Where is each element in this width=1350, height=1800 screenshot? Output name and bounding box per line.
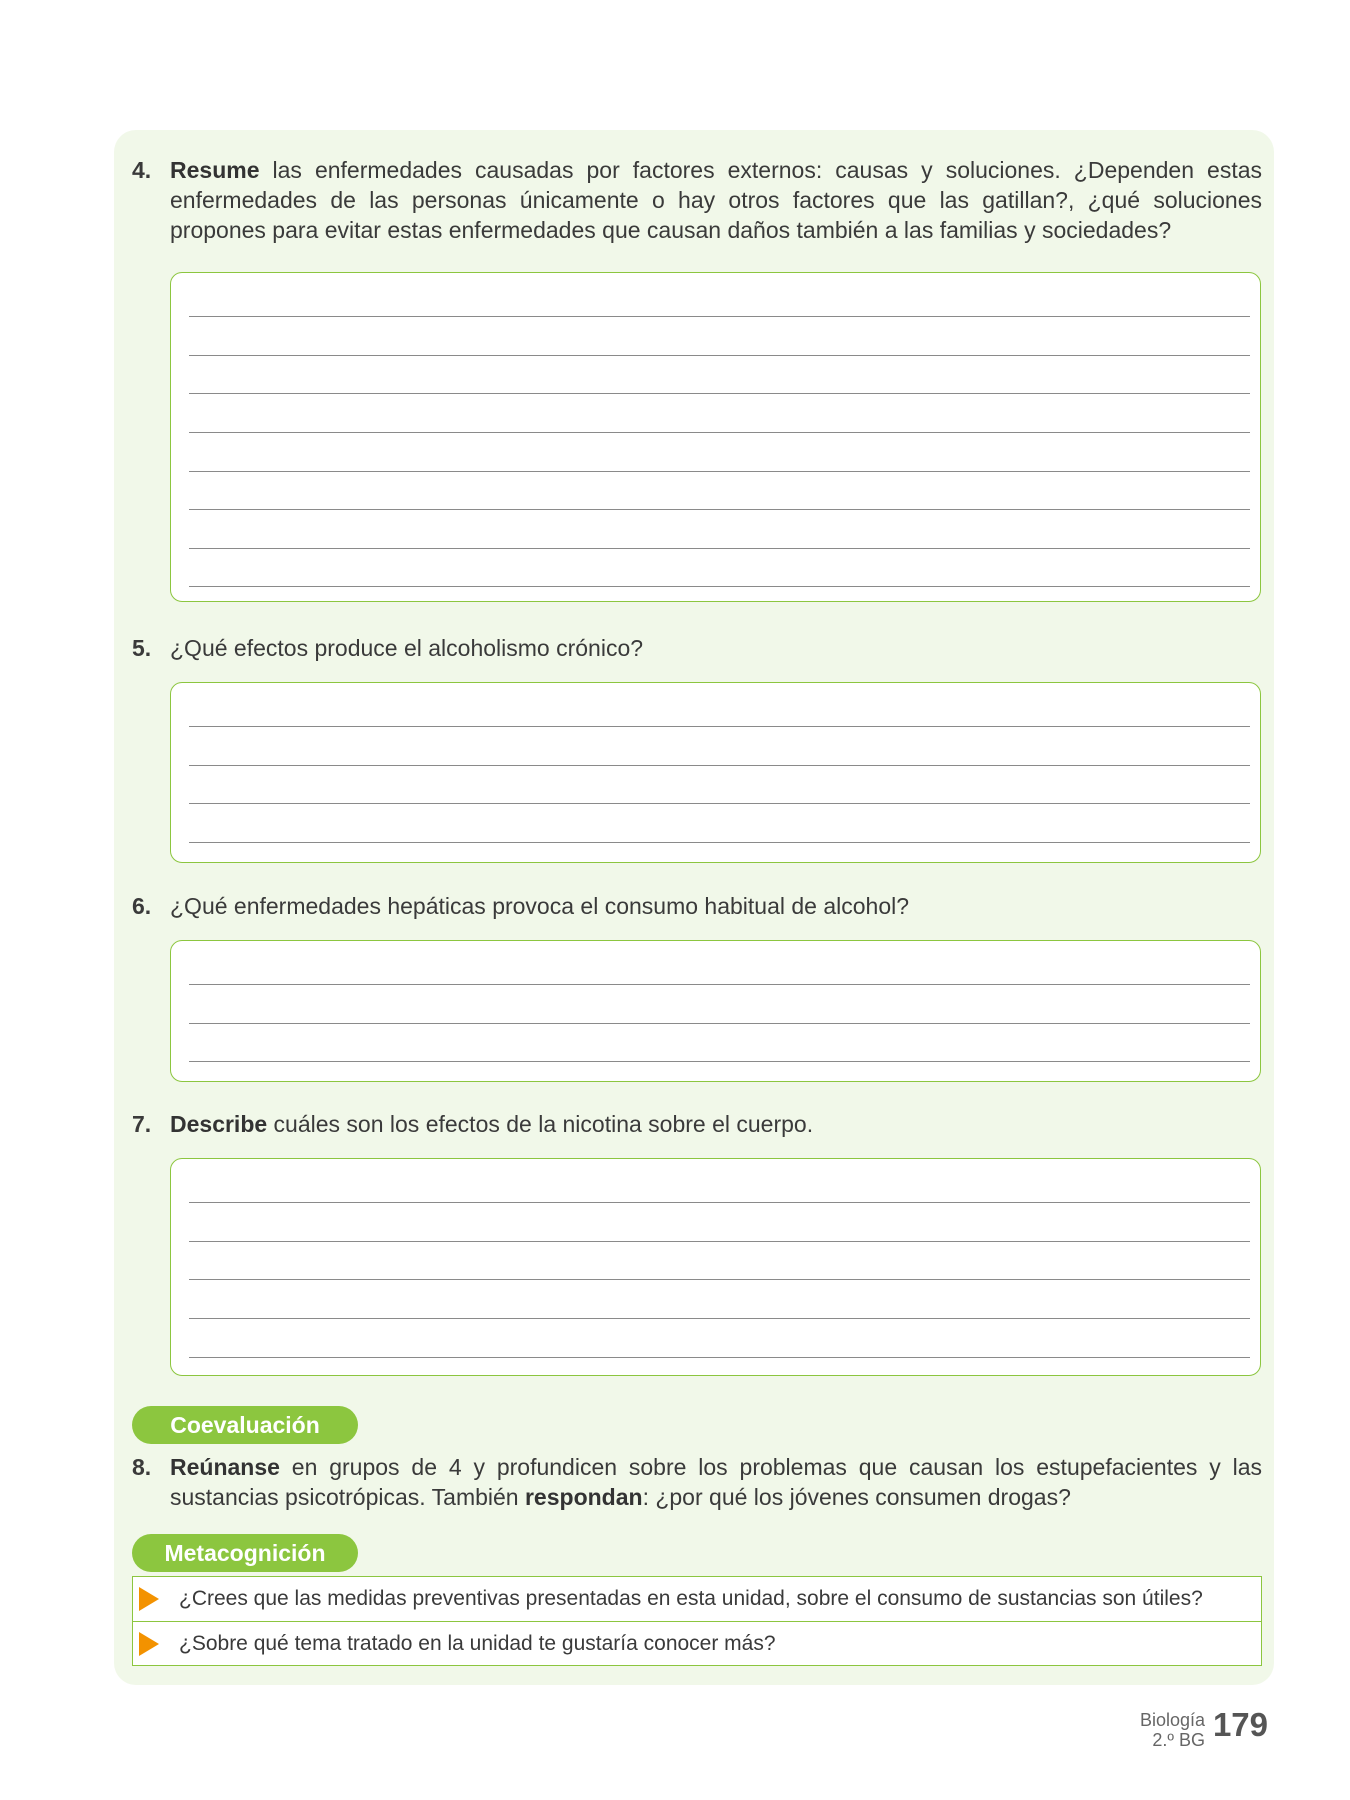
question-verb: Resume — [170, 157, 260, 183]
question-5 — [132, 633, 1262, 663]
metacognicion-table — [132, 1576, 1262, 1666]
writing-line — [189, 765, 1250, 766]
writing-line — [189, 1279, 1250, 1280]
page-number: 179 — [1212, 1706, 1268, 1743]
writing-line — [189, 1357, 1250, 1358]
writing-line — [189, 1061, 1250, 1062]
question-number: 7. — [132, 1111, 152, 1137]
footer-grade: 2.º BG — [1152, 1730, 1205, 1750]
writing-line — [189, 803, 1250, 804]
question-6 — [132, 891, 1262, 921]
metacognicion-text: ¿Crees que las medidas preventivas presentadas en esta unidad, sobre el consumo de sustancias son útiles? — [179, 1587, 1203, 1610]
answer-box-7[interactable] — [170, 1158, 1261, 1376]
question-text — [170, 155, 1262, 245]
play-arrow-icon — [139, 1632, 159, 1656]
writing-line — [189, 548, 1250, 549]
question-body: cuáles son los efectos de la nicotina sobre el cuerpo. — [267, 1111, 814, 1137]
question-body: en grupos de 4 y profundicen sobre los problemas que causan los estupefacientes y las sustancias psicotrópicas. También — [170, 1454, 1262, 1510]
question-text: ¿Qué enfermedades hepáticas provoca el consumo habitual de alcohol? — [170, 893, 910, 919]
metacognicion-item — [133, 1577, 1261, 1621]
question-body-2: : ¿por qué los jóvenes consumen drogas? — [642, 1484, 1071, 1510]
writing-line — [189, 1023, 1250, 1024]
answer-box-4[interactable] — [170, 272, 1261, 602]
writing-line — [189, 471, 1250, 472]
footer-subject: Biología — [1139, 1710, 1205, 1730]
writing-line — [189, 316, 1250, 317]
question-number: 5. — [132, 635, 152, 661]
writing-line — [189, 984, 1250, 985]
metacognicion-text: ¿Sobre qué tema tratado en la unidad te gustaría conocer más? — [179, 1632, 776, 1655]
question-verb-2: respondan — [524, 1484, 643, 1510]
question-verb: Reúnanse — [170, 1454, 280, 1480]
writing-line — [189, 393, 1250, 394]
question-body: las enfermedades causadas por factores externos: causas y soluciones. ¿Dependen estas enfermedades de las personas únicamente o hay otros factores que las gatillan?, ¿qué soluciones propones para evitar estas enfermedades que causan daños también a las familias y sociedades? — [170, 157, 1262, 243]
writing-line — [189, 509, 1250, 510]
footer-label — [1140, 1710, 1205, 1750]
writing-line — [189, 355, 1250, 356]
writing-line — [189, 586, 1250, 587]
writing-line — [189, 842, 1250, 843]
writing-line — [189, 1318, 1250, 1319]
question-number: 6. — [132, 893, 152, 919]
question-number: 4. — [132, 157, 152, 183]
writing-line — [189, 432, 1250, 433]
coevaluacion-header: Coevaluación — [132, 1406, 358, 1444]
writing-line — [189, 726, 1250, 727]
question-8 — [132, 1452, 1262, 1512]
question-text — [170, 1452, 1262, 1512]
answer-box-6[interactable] — [170, 940, 1261, 1082]
answer-box-5[interactable] — [170, 682, 1261, 863]
question-7 — [132, 1109, 1262, 1139]
question-text — [170, 1109, 1262, 1139]
question-text: ¿Qué efectos produce el alcoholismo crónico? — [170, 635, 644, 661]
play-arrow-icon — [139, 1587, 159, 1611]
writing-line — [189, 1202, 1250, 1203]
writing-line — [189, 1241, 1250, 1242]
question-4 — [132, 155, 1262, 245]
metacognicion-header: Metacognición — [132, 1534, 358, 1572]
question-verb: Describe — [170, 1111, 268, 1137]
question-number: 8. — [132, 1454, 152, 1480]
metacognicion-item — [133, 1622, 1261, 1666]
